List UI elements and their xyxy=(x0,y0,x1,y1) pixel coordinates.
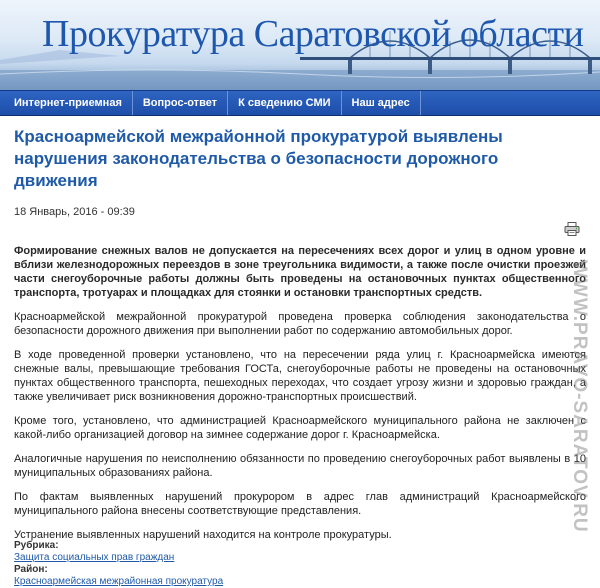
article-title: Красноармейской межрайонной прокуратурой выявлены нарушения законодательства о безопасности дорожного движения xyxy=(14,127,503,190)
main-nav xyxy=(0,90,600,116)
district-link[interactable]: Красноармейская межрайонная прокуратура xyxy=(14,576,224,587)
article-lead: Формирование снежных валов не допускается на пересечениях всех дорог и улиц в одном уровне и вблизи железнодорожных переездов в зоне треугольника видимости, а также после очистки проезжей части снегоуборочные работы должны быть проведены на остановочных пунктах общественного транспорта, тротуарах и площадках для стоянки и остановки транспортных средств. xyxy=(14,245,586,299)
article-paragraph: Аналогичные нарушения по неисполнению обязанности по проведению снегоуборочных работ выявлены в 10 муниципальных образованиях района. xyxy=(14,453,586,479)
article-paragraph: По фактам выявленных нарушений прокурором в адрес глав администраций Красноармейского муниципального района внесены соответствующие представления. xyxy=(14,491,586,517)
article-tools xyxy=(14,222,586,236)
nav-item-media[interactable]: К сведению СМИ xyxy=(228,91,341,115)
rubric-link[interactable]: Защита социальных прав граждан xyxy=(14,552,175,563)
header-banner xyxy=(0,0,600,90)
article-paragraph: Устранение выявленных нарушений находится на контроле прокуратуры. xyxy=(14,529,392,541)
article-container xyxy=(14,126,586,552)
article-paragraph: Кроме того, установлено, что администрацией Красноармейского муниципального района не заключен с какой-либо организацией договор на зимнее содержание дорог г. Красноармейска. xyxy=(14,415,586,441)
article-meta xyxy=(14,540,223,588)
nav-item-faq[interactable]: Вопрос-ответ xyxy=(133,91,228,115)
article-date: 18 Январь, 2016 - 09:39 xyxy=(14,206,135,218)
watermark-text: WWW.PRAVO-SARATOV.RU xyxy=(569,260,590,533)
article-paragraph: Красноармейской межрайонной прокуратурой проведена проверка соблюдения законодательства о безопасности дорожного движения при выполнении работ по содержанию автомобильных дорог. xyxy=(14,311,586,337)
article-body xyxy=(14,244,586,542)
print-icon[interactable] xyxy=(564,222,580,236)
article-paragraph: В ходе проведенной проверки установлено, что на пересечении ряда улиц г. Красноармейска имеются снежные валы, превышающие требования ГОСТа, снегоуборочные работы не проведены на остановочных пунктах общественного транспорта, пешеходных переходах, что создает угрозу жизни и здоровью граждан, а также увеличивает риск возникновения дорожно-транспортных происшествий. xyxy=(14,349,586,403)
site-title: Прокуратура Саратовской области xyxy=(42,13,584,55)
rubric-label: Рубрика: xyxy=(14,540,59,551)
nav-item-address[interactable]: Наш адрес xyxy=(342,91,421,115)
nav-item-reception[interactable]: Интернет-приемная xyxy=(4,91,133,115)
district-label: Район: xyxy=(14,564,48,575)
